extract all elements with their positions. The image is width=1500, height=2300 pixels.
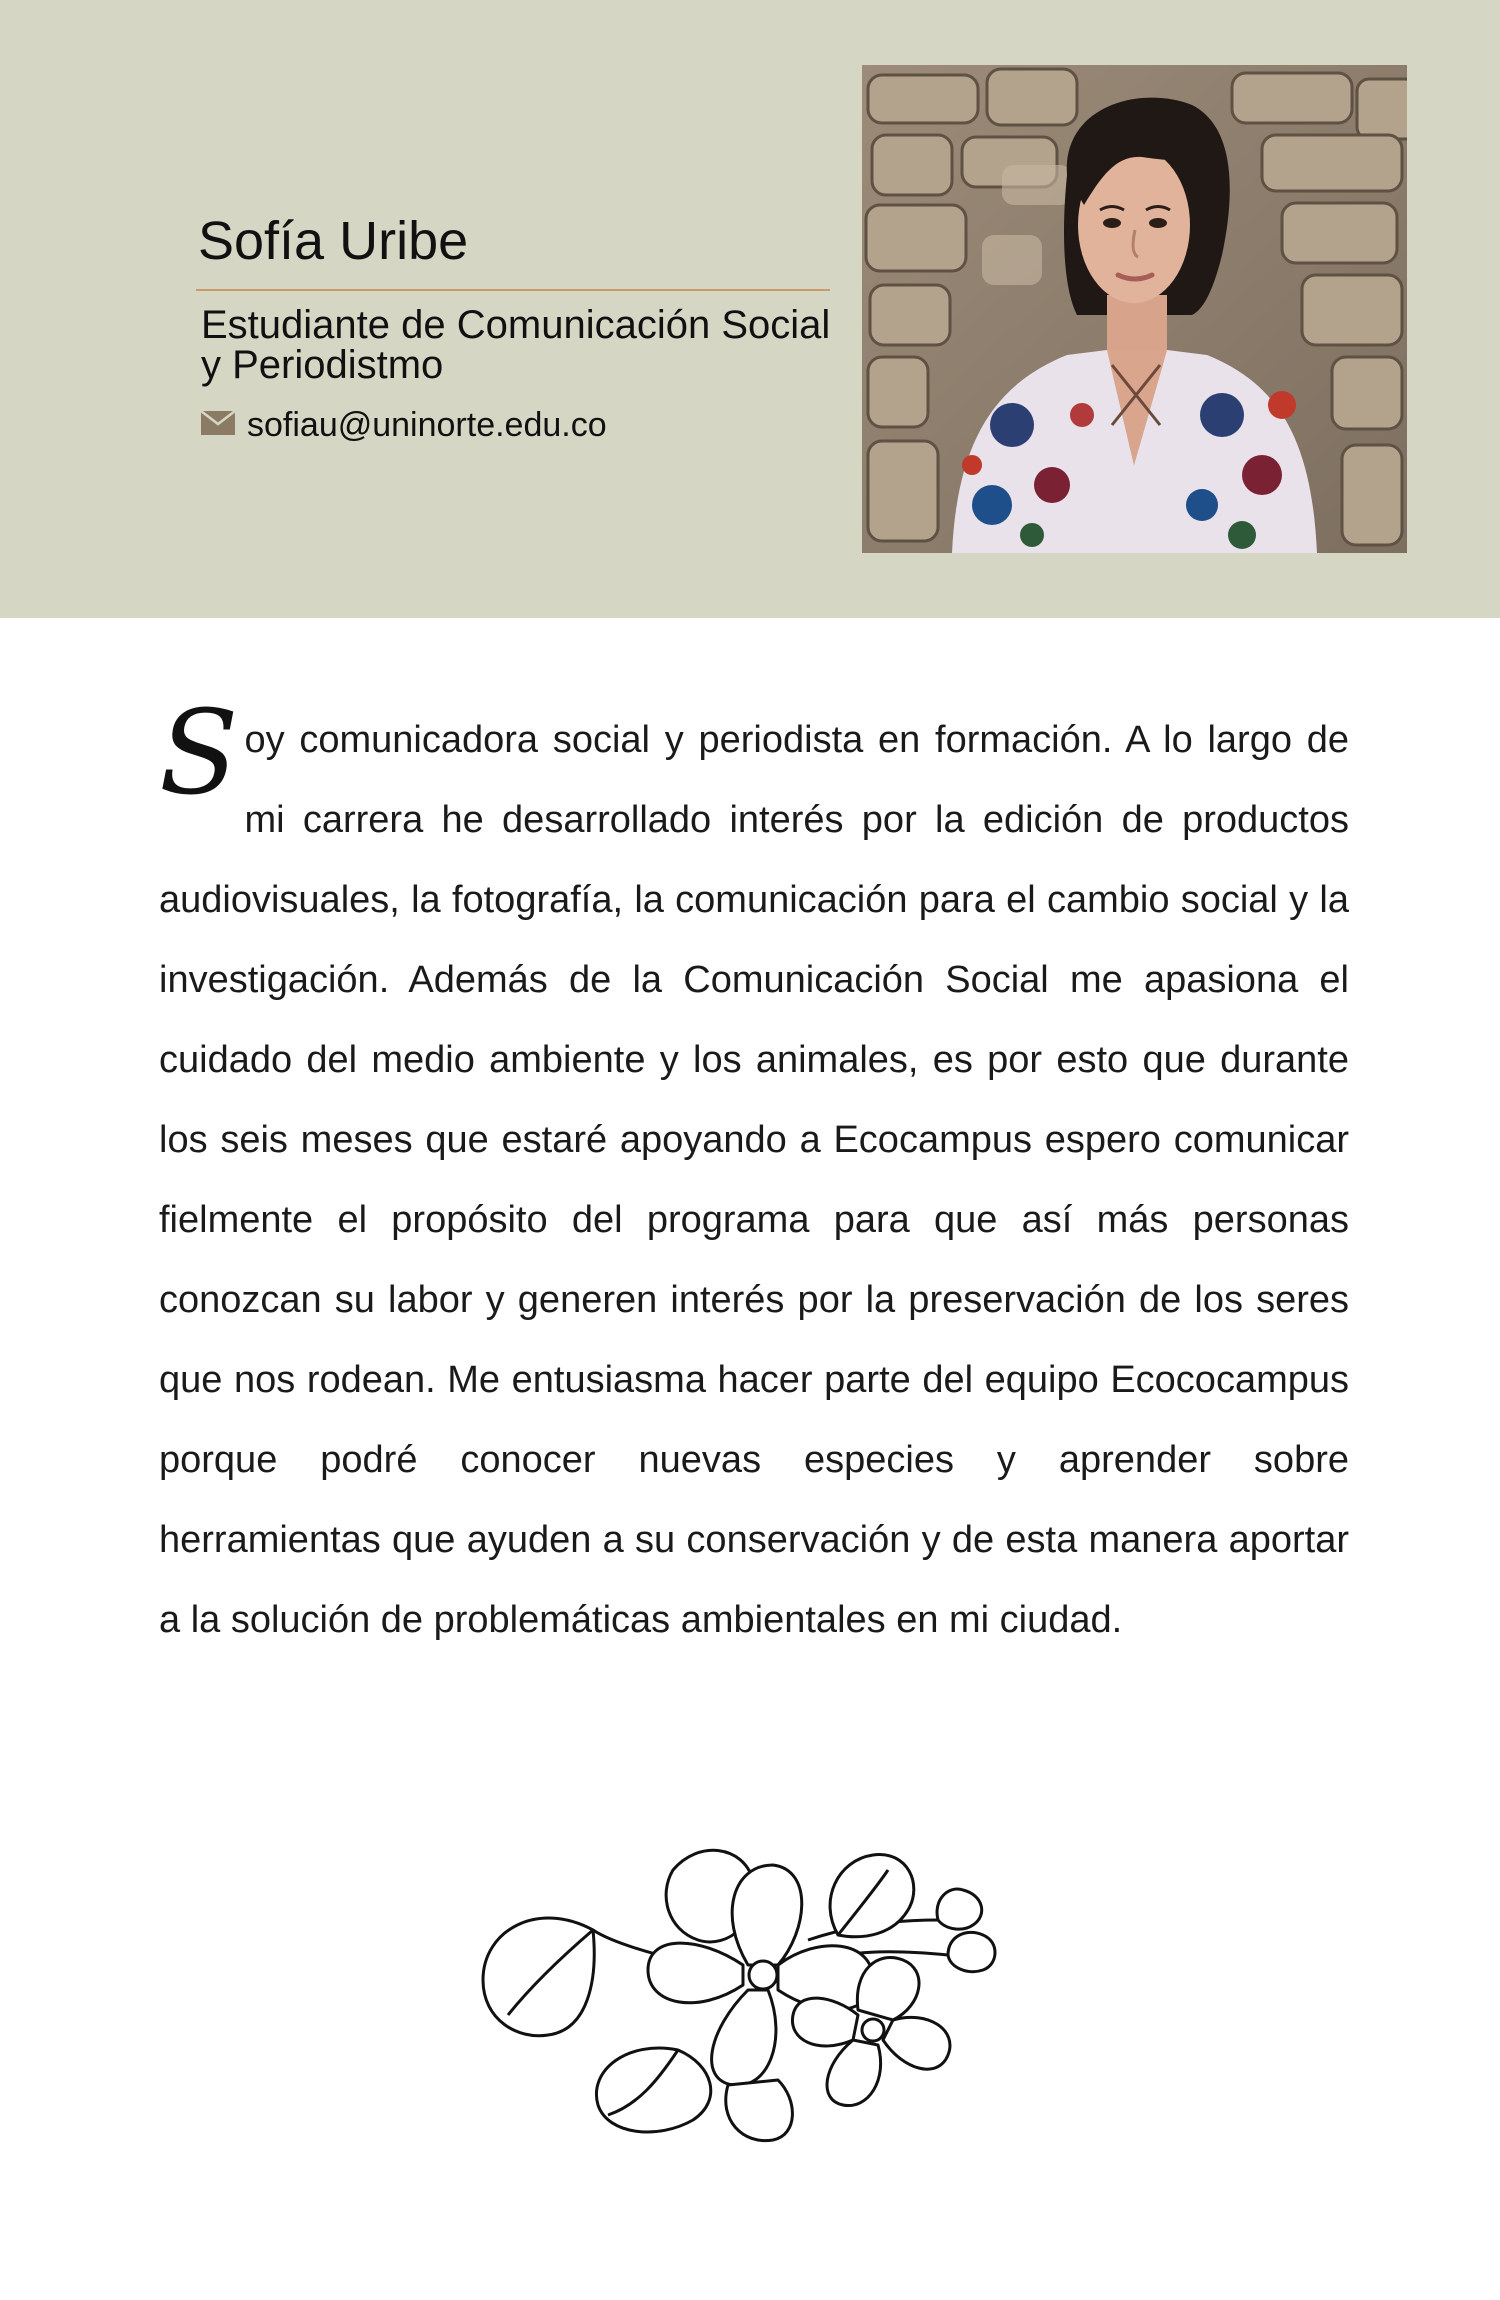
email-link[interactable]: sofiau@uninorte.edu.co <box>247 405 607 444</box>
floral-illustration-icon <box>478 1840 1018 2150</box>
name-divider <box>196 289 830 291</box>
profile-name: Sofía Uribe <box>198 211 469 271</box>
email-row <box>201 405 607 445</box>
portrait-photo <box>862 65 1407 553</box>
bio-text: oy comunicadora social y periodista en formación. A lo largo de mi carrera he desarrollado interés por la edición de productos audiovisuales, la fotografía, la comunicación para el cambio social y la investigación. Además de la Comunicación Social me apasiona el cuidado del medio ambiente y los animales, es por esto que durante los seis meses que estaré apoyando a Ecocampus espero comunicar fielmente el propósito del programa para que así más personas conozcan su labor y generen interés por la preservación de los seres que nos rodean. Me entusiasma hacer parte del equipo Ecococampus porque podré conocer nuevas especies y aprender sobre herramientas que ayuden a su conservación y de esta manera aportar a la solución de problemáticas ambientales en mi ciudad. <box>159 719 1349 1641</box>
bio-dropcap: S <box>159 686 239 821</box>
profile-role: Estudiante de Comunicación Social y Periodistmo <box>201 303 831 387</box>
mail-icon <box>201 411 235 440</box>
bio-paragraph <box>159 686 1349 1660</box>
profile-header <box>0 0 1500 618</box>
